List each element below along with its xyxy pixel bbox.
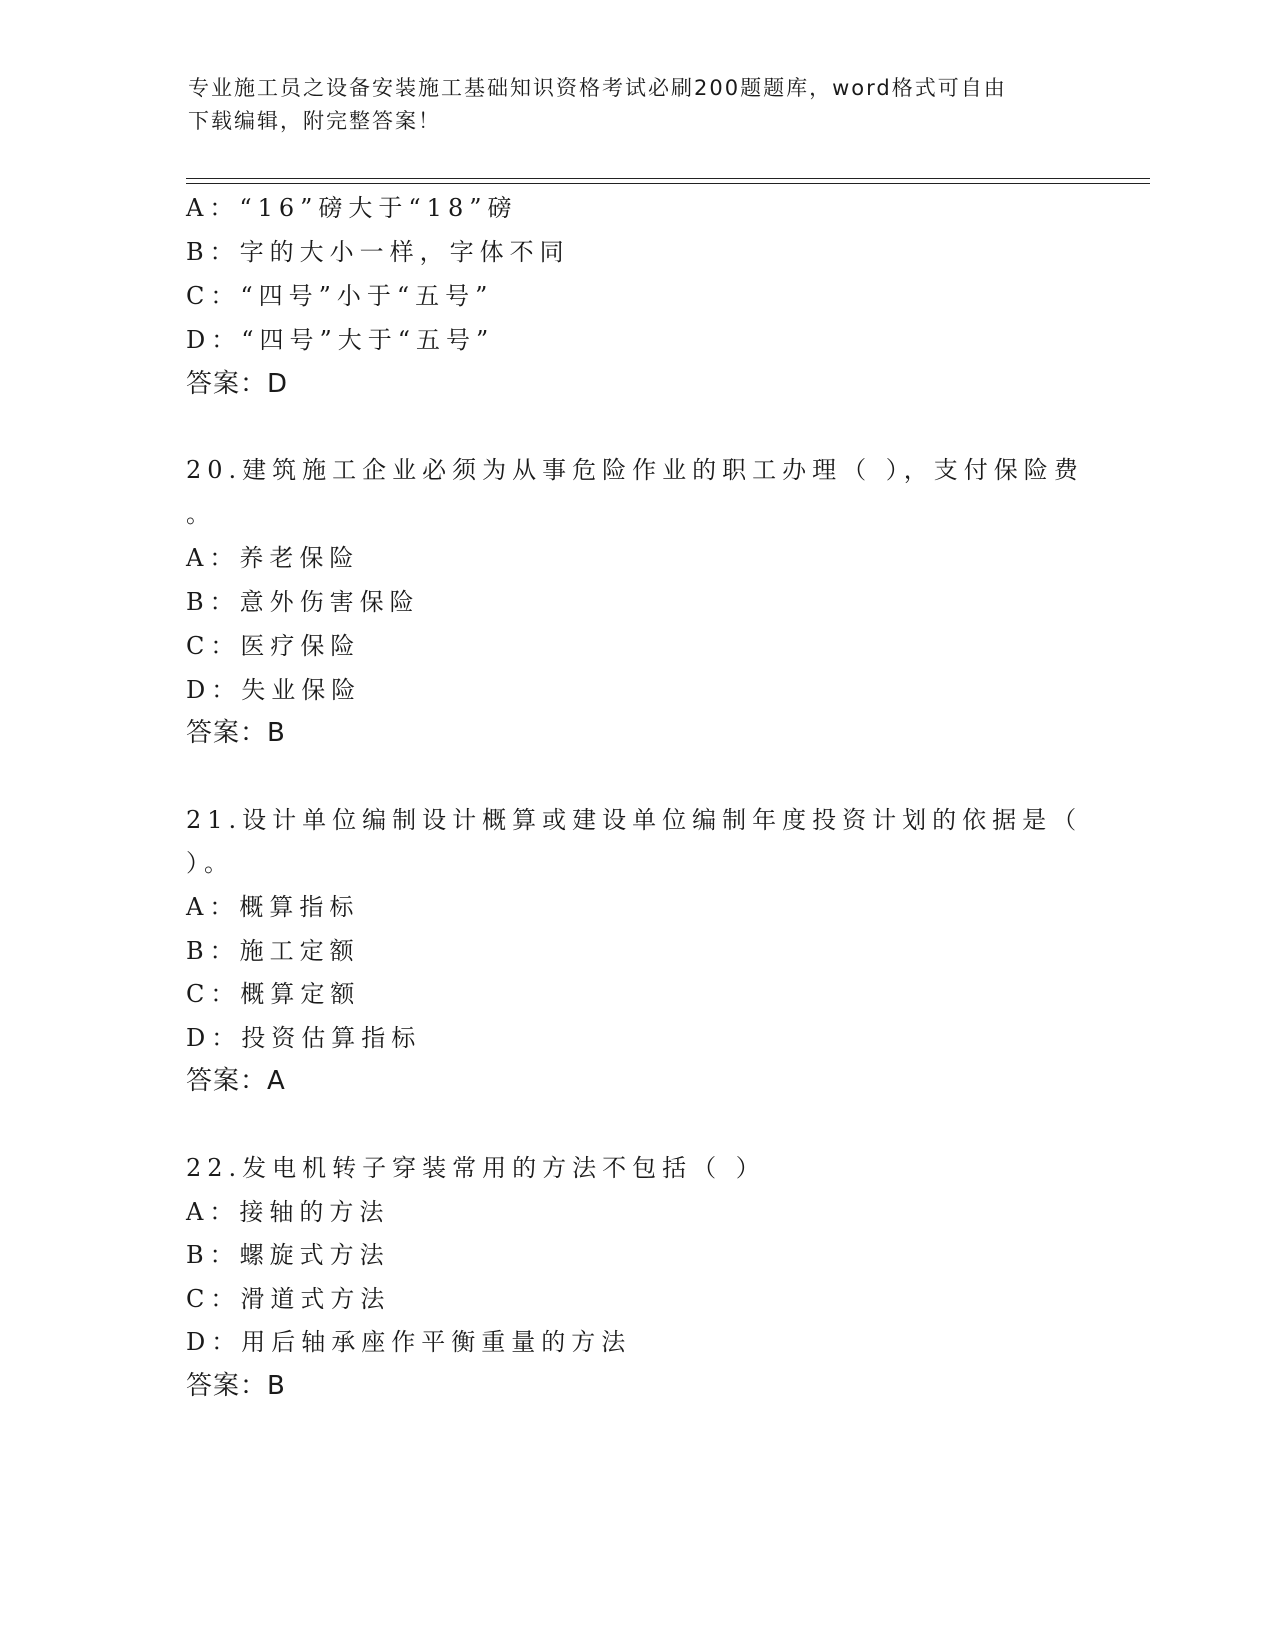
q19-answer: 答案：D [186,369,289,399]
q22-option-b: B：螺旋式方法 [186,1241,390,1269]
q21-option-d: D：投资估算指标 [186,1024,422,1052]
q22-option-d: D：用后轴承座作平衡重量的方法 [186,1328,632,1356]
q20-stem-line-2: 。 [186,500,216,528]
q21-option-b: B：施工定额 [186,937,360,965]
q22-option-a: A：接轴的方法 [186,1198,390,1226]
header-line-1: 专业施工员之设备安装施工基础知识资格考试必刷200题题库，word格式可自由 [188,76,1007,100]
q20-option-d: D：失业保险 [186,676,362,704]
q22-stem-line-1: 22.发电机转子穿装常用的方法不包括（ ） [186,1154,766,1182]
q20-option-b: B：意外伤害保险 [186,588,420,616]
q19-option-d: D：“四号”大于“五号” [186,326,495,354]
q20-answer: 答案：B [186,718,286,748]
q22-option-c: C：滑道式方法 [186,1285,391,1313]
q21-answer: 答案：A [186,1066,286,1096]
document-header [188,72,1068,138]
q19-option-c: C：“四号”小于“五号” [186,282,494,310]
q21-stem-line-1: 21.设计单位编制设计概算或建设单位编制年度投资计划的依据是（ [186,806,1083,834]
q21-option-a: A：概算指标 [186,893,360,921]
header-divider-top [186,178,1150,179]
header-divider-bottom [186,183,1150,184]
q20-option-c: C：医疗保险 [186,632,361,660]
q20-option-a: A：养老保险 [186,544,360,572]
q21-stem-line-2: ）。 [186,849,234,877]
header-line-2: 下载编辑，附完整答案！ [188,109,441,133]
q22-answer: 答案：B [186,1371,286,1401]
q19-option-b: B：字的大小一样，字体不同 [186,238,570,266]
q21-option-c: C：概算定额 [186,980,361,1008]
q19-option-a: A：“16”磅大于“18”磅 [186,194,518,222]
q20-stem-line-1: 20.建筑施工企业必须为从事危险作业的职工办理（ ），支付保险费 [186,456,1084,484]
